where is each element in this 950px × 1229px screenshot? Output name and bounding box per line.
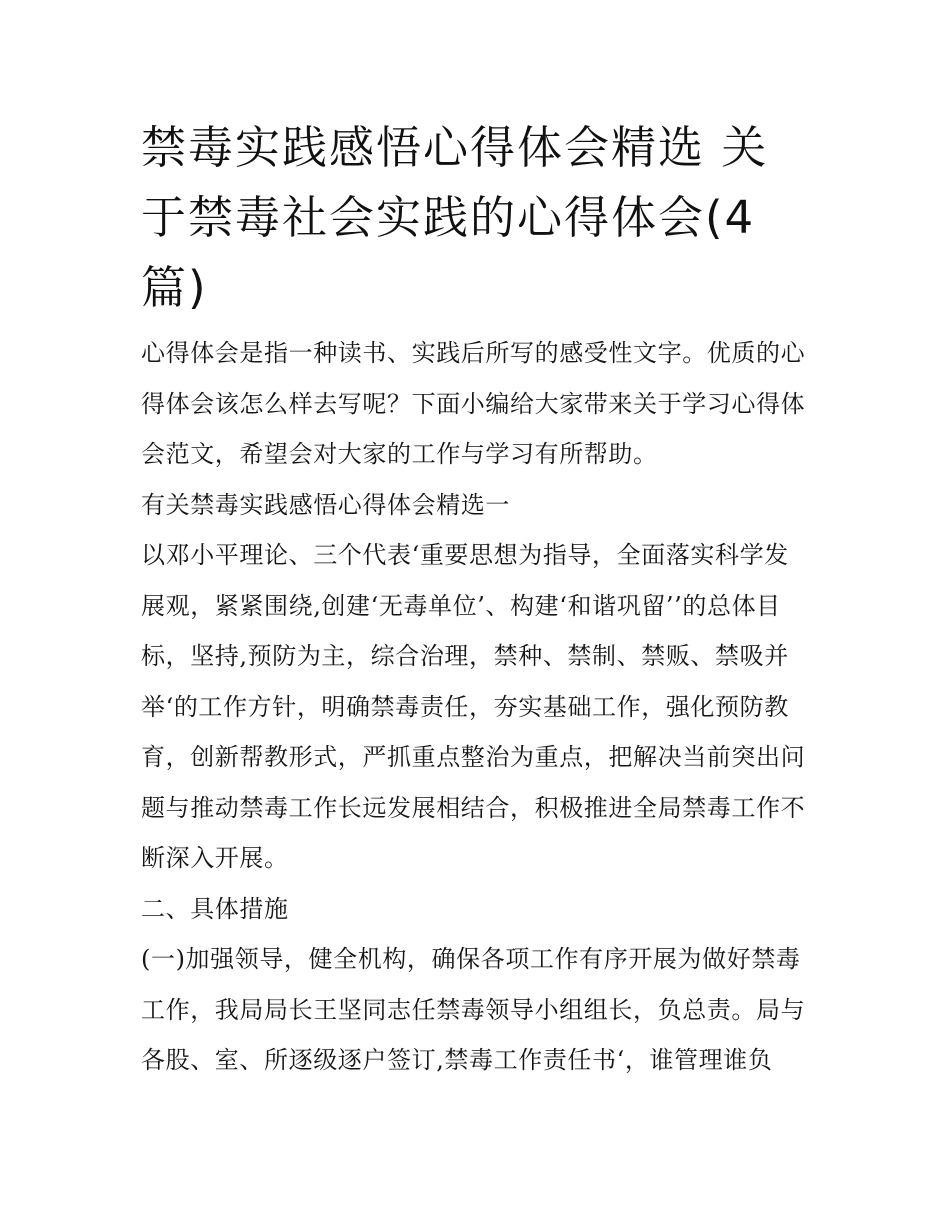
subsection-heading <box>141 884 813 935</box>
document-page <box>141 113 813 1086</box>
text-line: 有关禁毒实践感悟心得体会精选一 <box>141 490 510 519</box>
text-line: 得体会该怎么样去写呢？下面小编给大家带来关于学习心得体 <box>141 389 806 418</box>
document-body <box>141 328 813 1086</box>
text-line: 育，创新帮教形式，严抓重点整治为重点，把解决当前突出问 <box>141 743 806 772</box>
text-line: 断深入开展。 <box>141 844 289 873</box>
text-line: 工作，我局局长王坚同志任禁毒领导小组组长，负总责。局与 <box>141 995 806 1024</box>
document-title <box>141 113 813 322</box>
text-line: 展观，紧紧围绕,创建‘无毒单位’、构建‘和谐巩留’’的总体目 <box>141 591 781 620</box>
text-line: 心得体会是指一种读书、实践后所写的感受性文字。优质的心 <box>141 339 806 368</box>
text-line: 会范文，希望会对大家的工作与学习有所帮助。 <box>141 440 658 469</box>
title-line: 于禁毒社会实践的心得体会(4 <box>141 190 756 244</box>
intro-paragraph <box>141 328 813 480</box>
text-line: (一)加强领导，健全机构，确保各项工作有序开展为做好禁毒 <box>141 945 801 974</box>
text-line: 以邓小平理论、三个代表‘重要思想为指导，全面落实科学发 <box>141 541 789 570</box>
title-line: 篇) <box>141 260 208 314</box>
section-heading <box>141 480 813 531</box>
text-line: 各股、室、所逐级逐户签订,禁毒工作责任书‘，谁管理谁负 <box>141 1046 773 1075</box>
body-paragraph <box>141 530 813 884</box>
text-line: 二、具体措施 <box>141 894 289 923</box>
title-line: 禁毒实践感悟心得体会精选 关 <box>141 121 769 174</box>
text-line: 标，坚持,预防为主，综合治理，禁种、禁制、禁贩、禁吸并 <box>141 642 789 671</box>
body-paragraph <box>141 934 813 1086</box>
text-line: 举‘的工作方针，明确禁毒责任，夯实基础工作，强化预防教 <box>141 692 789 721</box>
text-line: 题与推动禁毒工作长远发展相结合，积极推进全局禁毒工作不 <box>141 793 806 822</box>
